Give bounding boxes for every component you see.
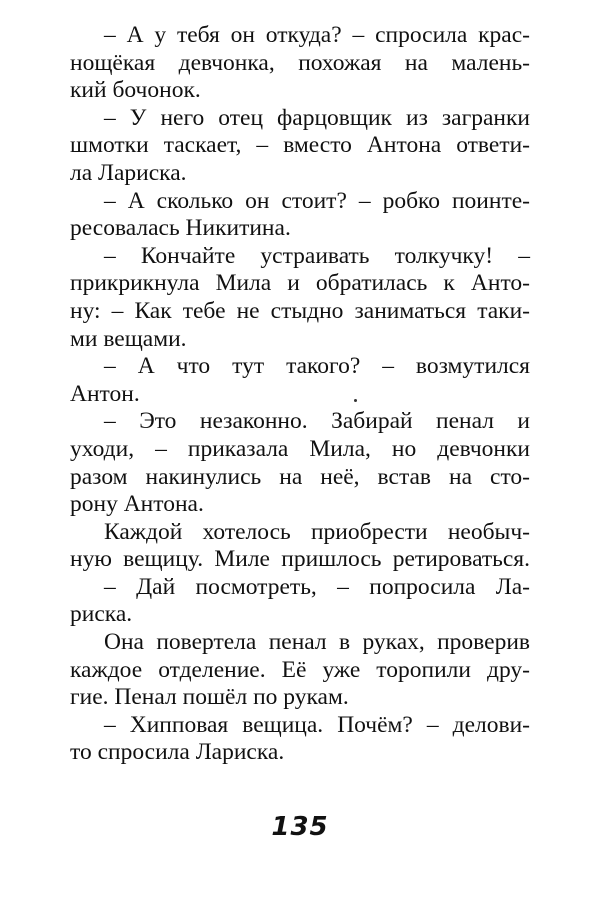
- paragraph: [70, 574, 530, 629]
- text-line: ну: – Как тебе не стыдно заниматься таки-: [70, 297, 530, 324]
- text-line: прикрикнула Мила и обратилась к Анто-: [70, 270, 530, 297]
- text-line: Каждой хотелось приобрести необыч-: [104, 518, 530, 545]
- paragraph: [70, 188, 530, 243]
- text-line: нощёкая девчонка, похожая на малень-: [70, 49, 530, 76]
- text-line: – У него отец фарцовщик из загранки: [104, 104, 530, 131]
- text-line: кий бочонок.: [70, 77, 201, 104]
- text-line: – Это незаконно. Забирай пенал и: [104, 408, 530, 435]
- paragraph: [70, 353, 530, 408]
- text-line: ми вещами.: [70, 325, 187, 352]
- text-line: каждое отделение. Её уже торопили дру-: [70, 656, 530, 683]
- paragraph: [70, 408, 530, 518]
- paragraph: [70, 105, 530, 188]
- text-line: – А сколько он стоит? – робко поинте-: [104, 187, 530, 214]
- text-line: ла Лариска.: [70, 159, 187, 186]
- text-line: шмотки таскает, – вместо Антона ответи-: [70, 132, 530, 159]
- paragraph: [70, 519, 530, 574]
- text-line: гие. Пенал пошёл по рукам.: [70, 684, 349, 711]
- paragraph: [70, 712, 530, 767]
- paragraph: [70, 243, 530, 353]
- text-line: уходи, – приказала Мила, но девчонки: [70, 435, 530, 462]
- print-speck: [354, 399, 357, 402]
- text-line: риска.: [70, 601, 133, 628]
- text-line: Антон.: [70, 380, 140, 407]
- page-number: 135: [271, 812, 329, 842]
- text-line: – Хипповая вещица. Почём? – делови-: [104, 711, 530, 738]
- text-line: – Дай посмотреть, – попросила Ла-: [104, 573, 530, 600]
- paragraph: [70, 22, 530, 105]
- paragraph: [70, 629, 530, 712]
- book-page-text: [70, 18, 530, 767]
- text-line: Она повертела пенал в руках, проверив: [104, 629, 530, 656]
- text-line: – Кончайте устраивать толкучку! –: [104, 242, 530, 269]
- text-line: рону Антона.: [70, 491, 204, 518]
- text-line: – А что тут такого? – возмутился: [104, 353, 530, 380]
- text-line: разом накинулись на неё, встав на сто-: [70, 463, 530, 490]
- text-line: то спросила Лариска.: [70, 739, 285, 766]
- text-line: – А у тебя он откуда? – спросила крас-: [104, 22, 530, 48]
- text-line: ную вещицу. Миле пришлось ретироваться.: [70, 546, 530, 573]
- text-line: ресовалась Никитина.: [70, 215, 291, 242]
